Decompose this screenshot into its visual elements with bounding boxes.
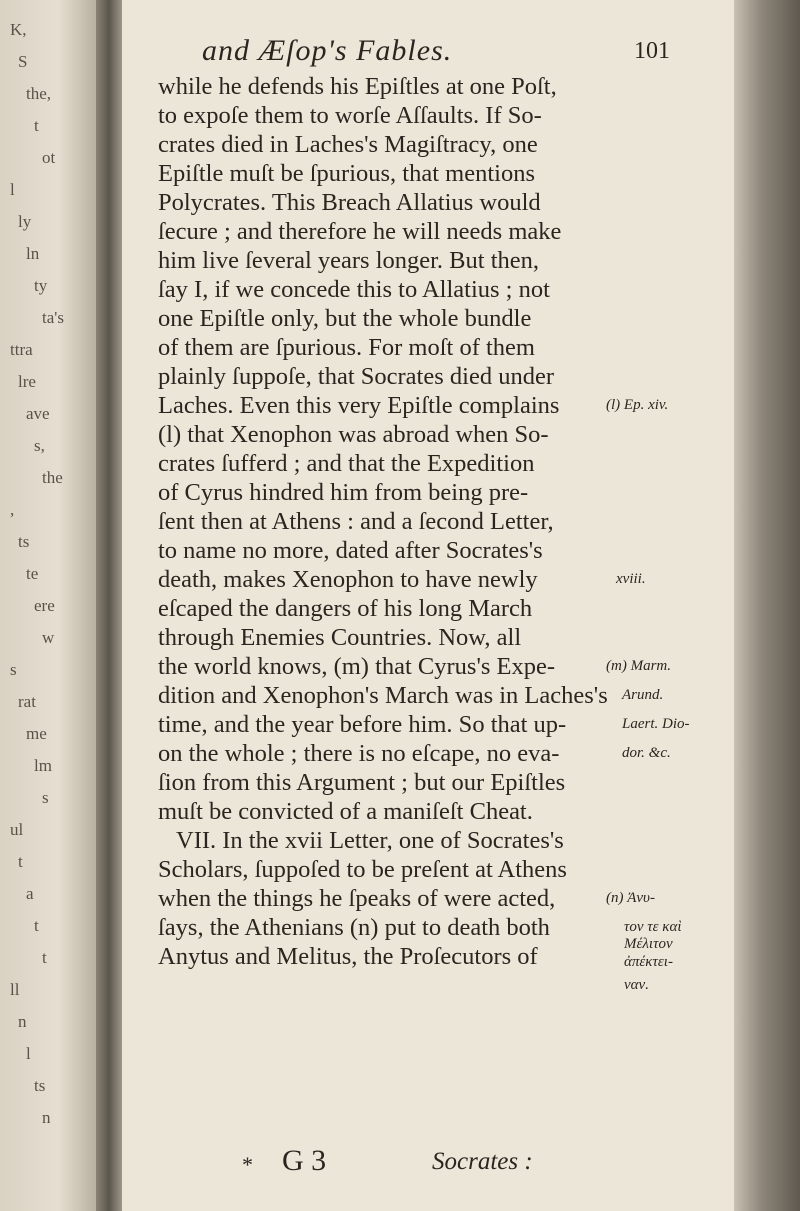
facing-page-fragment: the, <box>26 84 52 103</box>
text-line: when the things he ſpeaks of were acted, <box>158 885 556 912</box>
facing-page-fragment: ot <box>42 148 56 167</box>
text-line: Scholars, ſuppoſed to be preſent at Athens <box>158 856 567 883</box>
facing-page-fragment: w <box>42 628 55 647</box>
text-line: muſt be convicted of a maniſeſt Cheat. <box>158 798 533 825</box>
margin-note: τον τε καὶ <box>624 919 682 935</box>
text-line: of them are ſpurious. For moſt of them <box>158 334 535 361</box>
facing-page-fragment: , <box>10 500 15 519</box>
margin-note: dor. &c. <box>622 745 671 761</box>
book-gutter <box>96 0 122 1211</box>
text-line: Laches. Even this very Epiſtle complains <box>158 392 560 419</box>
facing-page-fragment: a <box>26 884 34 903</box>
page-header <box>122 34 734 74</box>
facing-page-fragment: ttra <box>10 340 33 359</box>
text-line: ſay I, if we concede this to Allatius ; not <box>158 276 550 303</box>
page-footer <box>122 1144 734 1184</box>
facing-page-fragment: ly <box>18 212 32 231</box>
facing-page-fragment: the <box>42 468 63 487</box>
facing-page-fragment: lre <box>18 372 36 391</box>
catchword: Socrates : <box>432 1148 533 1175</box>
facing-page-fragment: ts <box>34 1076 46 1095</box>
text-line: Polycrates. This Breach Allatius would <box>158 189 541 216</box>
margin-note: (l) Ep. xiv. <box>606 397 669 413</box>
margin-note: (n) Ἀνυ- <box>606 890 655 906</box>
facing-page-fragment: ave <box>26 404 50 423</box>
text-line: ſecure ; and therefore he will needs make <box>158 218 562 245</box>
text-line: Epiſtle muſt be ſpurious, that mentions <box>158 160 535 187</box>
text-line: time, and the year before him. So that up- <box>158 711 567 738</box>
text-line: ſent then at Athens : and a ſecond Letter, <box>158 508 554 535</box>
text-line: Anytus and Melitus, the Proſecutors of <box>158 943 538 970</box>
text-line: ſion from this Argument ; but our Epiſtles <box>158 769 566 796</box>
body-text <box>158 72 608 971</box>
text-line: death, makes Xenophon to have newly <box>158 566 538 593</box>
facing-page-fragment: s, <box>34 436 45 455</box>
facing-page-fragment: n <box>42 1108 51 1127</box>
text-line: on the whole ; there is no eſcape, no eva- <box>158 740 560 767</box>
text-line: the world knows, (m) that Cyrus's Expe- <box>158 653 556 680</box>
text-line: one Epiſtle only, but the whole bundle <box>158 305 532 332</box>
facing-page-fragment: ts <box>18 532 30 551</box>
margin-note: Arund. <box>622 687 664 703</box>
facing-page-fragment: ul <box>10 820 24 839</box>
text-line: to expoſe them to worſe Aſſaults. If So- <box>158 102 542 129</box>
facing-page-fragment: ere <box>34 596 55 615</box>
margin-note: xviii. <box>616 571 646 587</box>
text-line: ſays, the Athenians (n) put to death both <box>158 914 550 941</box>
text-line: crates ſufferd ; and that the Expedition <box>158 450 535 477</box>
margin-note: ἀπέκτει- <box>624 953 673 970</box>
text-line: (l) that Xenophon was abroad when So- <box>158 421 549 448</box>
facing-page-fragment: n <box>18 1012 27 1031</box>
facing-page-fragment: l <box>10 180 15 199</box>
facing-page-fragment: s <box>42 788 49 807</box>
facing-page-fragment: rat <box>18 692 36 711</box>
margin-note: Laert. Dio- <box>622 716 690 732</box>
book-page <box>122 0 734 1211</box>
text-line: eſcaped the dangers of his long March <box>158 595 533 622</box>
facing-page-fragment: ta's <box>42 308 64 327</box>
facing-page-fragment: t <box>34 916 39 935</box>
signature-mark: G 3 <box>282 1144 327 1177</box>
text-line: VII. In the xvii Letter, one of Socrates's <box>176 827 564 854</box>
text-line: of Cyrus hindred him from being pre- <box>158 479 529 506</box>
facing-page-fragment: K, <box>10 20 27 39</box>
text-line: while he defends his Epiſtles at one Poſt, <box>158 73 557 100</box>
page-number: 101 <box>634 38 670 64</box>
asterisk-mark: * <box>242 1152 253 1177</box>
facing-page-fragment: l <box>26 1044 31 1063</box>
page-right-edge <box>734 0 800 1211</box>
text-line: him live ſeveral years longer. But then, <box>158 247 540 274</box>
facing-page-fragment: t <box>18 852 23 871</box>
margin-note: ναν. <box>624 977 649 993</box>
text-line: through Enemies Countries. Now, all <box>158 624 522 651</box>
text-line: dition and Xenophon's March was in Laches's <box>158 682 608 709</box>
facing-page-fragment: s <box>10 660 17 679</box>
facing-page-fragment: S <box>18 52 28 71</box>
facing-page-fragment: t <box>34 116 39 135</box>
facing-page-fragment: ln <box>26 244 40 263</box>
facing-page-fragment: lm <box>34 756 52 775</box>
facing-page-edge <box>0 0 96 1211</box>
facing-page-fragment: ll <box>10 980 20 999</box>
facing-page-fragment: me <box>26 724 47 743</box>
margin-note: (m) Marm. <box>606 658 671 674</box>
facing-page-fragment: t <box>42 948 47 967</box>
text-line: crates died in Laches's Magiſtracy, one <box>158 131 538 158</box>
text-line: to name no more, dated after Socrates's <box>158 537 543 564</box>
facing-page-fragment: ty <box>34 276 48 295</box>
margin-note: Μέλιτον <box>624 936 673 953</box>
running-title: and Æſop's Fables. <box>202 34 453 67</box>
text-line: plainly ſuppoſe, that Socrates died under <box>158 363 554 390</box>
facing-page-fragment: te <box>26 564 39 583</box>
